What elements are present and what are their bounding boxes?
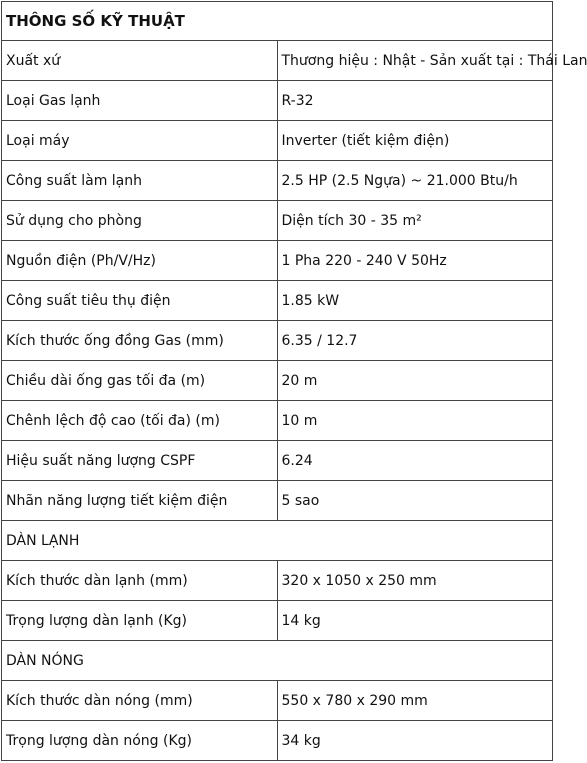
- spec-value: Diện tích 30 - 35 m²: [277, 201, 553, 241]
- spec-row: [2, 441, 553, 481]
- spec-value: R-32: [277, 81, 553, 121]
- spec-value: Thương hiệu : Nhật - Sản xuất tại : Thái Lan: [277, 41, 553, 81]
- spec-label: Kích thước dàn nóng (mm): [2, 681, 278, 721]
- spec-value: 1.85 kW: [277, 281, 553, 321]
- spec-label: Hiệu suất năng lượng CSPF: [2, 441, 278, 481]
- spec-title-row: [2, 2, 553, 41]
- spec-label: Kích thước ống đồng Gas (mm): [2, 321, 278, 361]
- spec-table: [1, 1, 587, 761]
- spec-value: 14 kg: [277, 601, 553, 641]
- spec-title: THÔNG SỐ KỸ THUẬT: [2, 2, 553, 41]
- spec-row: [2, 321, 553, 361]
- spec-label: Công suất tiêu thụ điện: [2, 281, 278, 321]
- spec-value: Inverter (tiết kiệm điện): [277, 121, 553, 161]
- spec-label: Trọng lượng dàn lạnh (Kg): [2, 601, 278, 641]
- spec-label: Trọng lượng dàn nóng (Kg): [2, 721, 278, 761]
- section-heading-outdoor: DÀN NÓNG: [2, 641, 553, 681]
- spec-row: [2, 561, 553, 601]
- spec-row: [2, 41, 553, 81]
- spec-value: 20 m: [277, 361, 553, 401]
- spec-value: 2.5 HP (2.5 Ngựa) ~ 21.000 Btu/h: [277, 161, 553, 201]
- spec-value: 550 x 780 x 290 mm: [277, 681, 553, 721]
- spec-value: 320 x 1050 x 250 mm: [277, 561, 553, 601]
- spec-label: Nguồn điện (Ph/V/Hz): [2, 241, 278, 281]
- spec-value: 34 kg: [277, 721, 553, 761]
- spec-value: 1 Pha 220 - 240 V 50Hz: [277, 241, 553, 281]
- section-heading-indoor: DÀN LẠNH: [2, 521, 553, 561]
- spec-label: Loại máy: [2, 121, 278, 161]
- spec-row: [2, 721, 553, 761]
- spec-row: [2, 121, 553, 161]
- section-row-indoor: [2, 521, 553, 561]
- spec-label: Công suất làm lạnh: [2, 161, 278, 201]
- spec-row: [2, 481, 553, 521]
- spec-row: [2, 161, 553, 201]
- spec-row: [2, 81, 553, 121]
- spec-label: Nhãn năng lượng tiết kiệm điện: [2, 481, 278, 521]
- spec-row: [2, 681, 553, 721]
- spec-row: [2, 401, 553, 441]
- spec-row: [2, 601, 553, 641]
- spec-label: Sử dụng cho phòng: [2, 201, 278, 241]
- spec-value: 6.24: [277, 441, 553, 481]
- spec-row: [2, 201, 553, 241]
- spec-value: 5 sao: [277, 481, 553, 521]
- spec-label: Xuất xứ: [2, 41, 278, 81]
- spec-label: Loại Gas lạnh: [2, 81, 278, 121]
- spec-value: 10 m: [277, 401, 553, 441]
- spec-row: [2, 281, 553, 321]
- spec-value: 6.35 / 12.7: [277, 321, 553, 361]
- spec-label: Chiều dài ống gas tối đa (m): [2, 361, 278, 401]
- spec-label: Chênh lệch độ cao (tối đa) (m): [2, 401, 278, 441]
- section-row-outdoor: [2, 641, 553, 681]
- spec-row: [2, 361, 553, 401]
- spec-label: Kích thước dàn lạnh (mm): [2, 561, 278, 601]
- spec-row: [2, 241, 553, 281]
